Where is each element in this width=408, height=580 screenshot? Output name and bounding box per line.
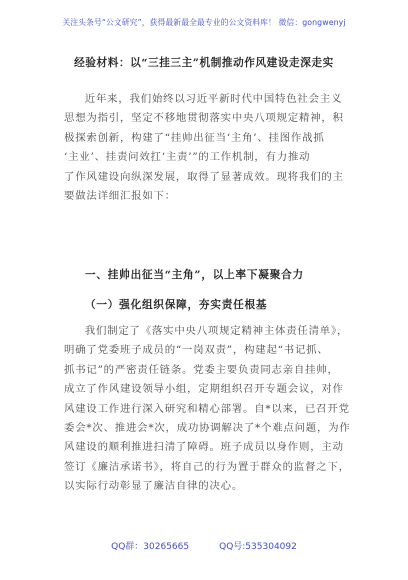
intro-paragraph: [64, 90, 346, 206]
header-banner: 关注头条号“公文研究”，获得最新最全最专业的公文资料库！ 微信：gongwenyj: [62, 18, 346, 27]
body-line: 风建设工作进行深入研究和精心部署。自*以来，已召开党: [64, 402, 350, 415]
intro-line: 极探索创新，构建了“挂帅出征当‘主角’、挂图作战抓: [64, 131, 325, 144]
body-line: 风建设的顺利推进扫清了障碍。班子成员以身作则，主动: [64, 441, 344, 454]
intro-line: ‘主业’、挂责问效扛‘主责’”的工作机制，有力推动: [64, 151, 311, 164]
subsection-heading: （一）强化组织保障，夯实责任根基: [85, 299, 268, 311]
body-line: 签订《廉洁承诺书》，将自己的行为置于群众的监督之下，: [64, 460, 350, 473]
section-heading: 一、挂帅出征当“主角”，以上率下凝聚合力: [85, 269, 304, 281]
footer-contacts: [0, 539, 408, 552]
body-paragraph: [64, 322, 351, 497]
document-title: 经验材料：以“三挂三主”机制推动作风建设走深走实: [74, 57, 334, 69]
body-line: 以实际行动彰显了廉洁自律的决心。: [64, 480, 244, 493]
footer-qq-group: QQ群：30265665: [111, 542, 190, 552]
intro-line: 要做法详细汇报如下：: [64, 190, 176, 203]
body-line: 我们制定了《落实中央八项规定精神主体责任清单》，: [84, 325, 349, 337]
body-line: 明确了党委班子成员的“一岗双责”，构建起“书记抓、: [64, 344, 329, 357]
body-line: 成立了作风建设领导小组，定期组织召开专题会议，对作: [64, 383, 344, 396]
intro-line: 思想为指引，坚定不移地贯彻落实中央八项规定精神，积: [64, 112, 344, 125]
intro-line: 近年来，我们始终以习近平新时代中国特色社会主义: [84, 93, 343, 105]
body-line: 抓书记”的严密责任链条。党委主要负责同志亲自挂帅，: [64, 363, 339, 376]
footer-qq-number: QQ号:535304092: [219, 542, 297, 552]
intro-line: 了作风建设向纵深发展，取得了显著成效。现将我们的主: [64, 170, 344, 183]
body-line: 委会*次、推进会*次，成功协调解决了*个难点问题，为作: [64, 422, 351, 435]
